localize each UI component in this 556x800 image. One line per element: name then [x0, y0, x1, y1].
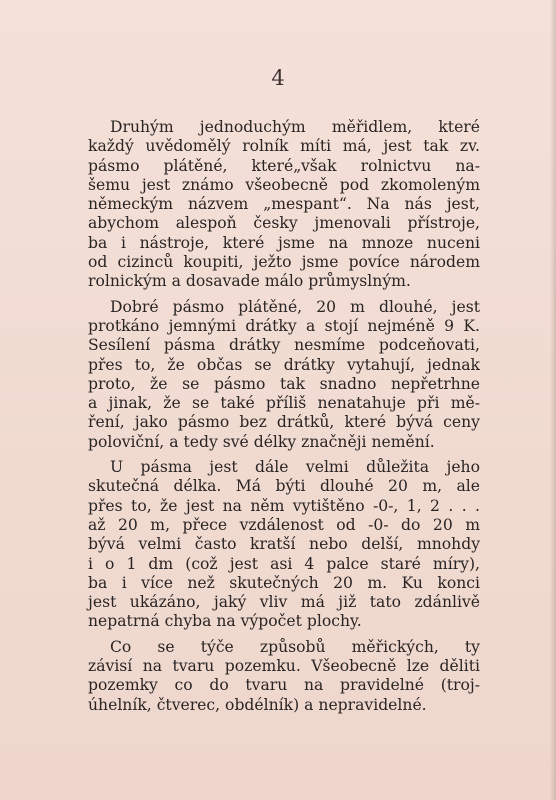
- text-line: německým názvem „mespant“. Na nás jest,: [88, 195, 480, 214]
- text-line: skutečná délka. Má býti dlouhé 20 m, ale: [88, 477, 480, 496]
- text-line: poloviční, a tedy své délky značněji nemění.: [88, 432, 435, 451]
- text-line: od cizinců koupiti, ježto jsme povíce národem: [88, 253, 480, 272]
- text-line: protkáno jemnými drátky a stojí nejméně 9 K.: [88, 316, 480, 335]
- text-line: rolnickým a dosavade málo průmyslným.: [88, 272, 411, 291]
- text-line: nepatrná chyba na výpočet plochy.: [88, 612, 362, 631]
- paragraph: [88, 298, 480, 452]
- text-line: závisí na tvaru pozemku. Všeobecně lze děliti: [88, 657, 480, 676]
- text-line: až 20 m, přece vzdálenost od -0- do 20 m: [88, 515, 480, 534]
- text-line: šemu jest známo všeobecně pod zkomoleným: [88, 175, 480, 194]
- paragraph: [88, 118, 480, 292]
- text-line: Co se týče způsobů měřických, ty: [110, 637, 480, 656]
- body-text: [88, 118, 480, 715]
- text-line: abychom alespoň česky jmenovali přístroje,: [88, 214, 480, 233]
- paragraph: [88, 638, 480, 715]
- text-line: každý uvědomělý rolník míti má, jest tak zv.: [88, 137, 480, 156]
- text-line: bývá velmi často kratší nebo delší, mnohdy: [88, 535, 480, 554]
- text-line: ba i více než skutečných 20 m. Ku konci: [88, 573, 480, 592]
- text-line: a jinak, že se také příliš nenatahuje při mě-: [88, 394, 480, 413]
- text-line: přes to, že jest na něm vytištěno -0-, 1, 2 . . .: [88, 496, 480, 515]
- page-number: 4: [271, 66, 285, 90]
- paragraph: [88, 458, 480, 632]
- text-line: Sesílení pásma drátky nesmíme podceňovati,: [88, 336, 480, 355]
- text-line: U pásma jest dále velmi důležita jeho: [110, 458, 480, 477]
- text-line: Druhým jednoduchým měřidlem, které: [110, 118, 480, 136]
- text-line: přes to, že občas se drátky vytahují, jednak: [88, 355, 480, 374]
- text-line: ření, jako pásmo bez drátků, které bývá ceny: [88, 413, 480, 432]
- text-line: pásmo plátěné, které„však rolnictvu na-: [88, 156, 480, 175]
- text-line: proto, že se pásmo tak snadno nepřetrhne: [88, 374, 480, 393]
- text-line: i o 1 dm (což jest asi 4 palce staré míry),: [88, 554, 480, 573]
- text-line: jest ukázáno, jaký vliv má již tato zdánlivě: [88, 593, 480, 612]
- page-edge-shadow: [550, 0, 556, 800]
- text-line: úhelník, čtverec, obdélník) a nepravidelné.: [88, 695, 427, 714]
- text-line: Dobré pásmo plátěné, 20 m dlouhé, jest: [110, 297, 480, 316]
- text-line: ba i nástroje, které jsme na mnoze nuceni: [88, 233, 480, 252]
- text-line: pozemky co do tvaru na pravidelné (troj-: [88, 676, 480, 695]
